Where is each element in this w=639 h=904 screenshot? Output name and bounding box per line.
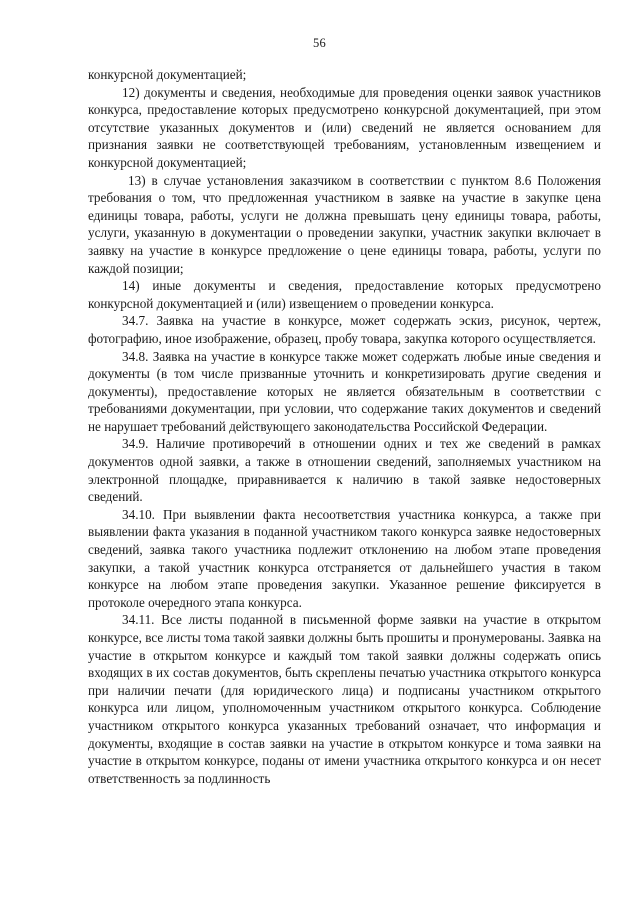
- paragraph-34-11: 34.11. Все листы поданной в письменной форме заявки на участие в открытом конкурсе, все листы тома такой заявки должны быть прошиты и пронумерованы. Заявка на участие в открытом конкурсе и каждый том такой заявки должны содержать опись входящих в их состав документов, быть скреплены печатью участника открытого конкурса при наличии печати (для юридического лица) и подписаны участником открытого конкурса или лицом, уполномоченным участником открытого конкурса. Соблюдение участником открытого конкурса указанных требований означает, что информация и документы, входящие в состав заявки на участие в открытом конкурсе и тома заявки на участие в открытом конкурсе, поданы от имени участника открытого конкурса и он несет ответственность за подлинность: [88, 612, 601, 786]
- paragraph-34-7: 34.7. Заявка на участие в конкурсе, может содержать эскиз, рисунок, чертеж, фотографию, иное изображение, образец, пробу товара, закупка которого осуществляется.: [88, 313, 601, 346]
- paragraph-item-12: 12) документы и сведения, необходимые для проведения оценки заявок участников конкурса, предоставление которых предусмотрено конкурсной документацией, при этом отсутствие указанных документов и (или) сведений не является основанием для признания заявки не соответствующей требованиям, установленным извещением и конкурсной документацией;: [88, 84, 601, 170]
- paragraph-item-14: 14) иные документы и сведения, предоставление которых предусмотрено конкурсной документацией и (или) извещением о проведении конкурса.: [88, 278, 601, 311]
- paragraph-item-13: 13) в случае установления заказчиком в соответствии с пунктом 8.6 Положения требования о том, что предложенная участником в заявке на участие в закупке цена единицы товара, работы, услуги не должна превышать цену единицы товара, работы, услуги, указанную в документации о проведении закупки, участник закупки включает в заявку на участие в конкурсе предложение о цене единицы товара, работы, услуги по каждой позиции;: [88, 172, 601, 276]
- paragraph-continuation: конкурсной документацией;: [88, 67, 247, 82]
- page-number: 56: [312, 36, 327, 50]
- document-body: [88, 66, 601, 787]
- paragraph-34-8: 34.8. Заявка на участие в конкурсе также может содержать любые иные сведения и документы (в том числе призванные уточнить и конкретизировать другие сведения и документы), предоставление которых не является обязательным в соответствии с требованиями документации, при условии, что содержание таких документов и сведений не нарушает требований действующего законодательства Российской Федерации.: [88, 348, 601, 434]
- paragraph-34-10: 34.10. При выявлении факта несоответствия участника конкурса, а также при выявлении факта указания в поданной участником такого конкурса заявке недостоверных сведений, заявка такого участника подлежит отклонению на любом этапе проведения закупки, а такой участник конкурса отстраняется от дальнейшего участия в таком конкурсе на любом этапе проведения закупки. Указанное решение фиксируется в протоколе очередного этапа конкурса.: [88, 506, 601, 610]
- paragraph-34-9: 34.9. Наличие противоречий в отношении одних и тех же сведений в рамках документов одной заявки, а также в отношении сведений, заполняемых участником на электронной площадке, приравнивается к наличию в такой заявке недостоверных сведений.: [88, 436, 601, 505]
